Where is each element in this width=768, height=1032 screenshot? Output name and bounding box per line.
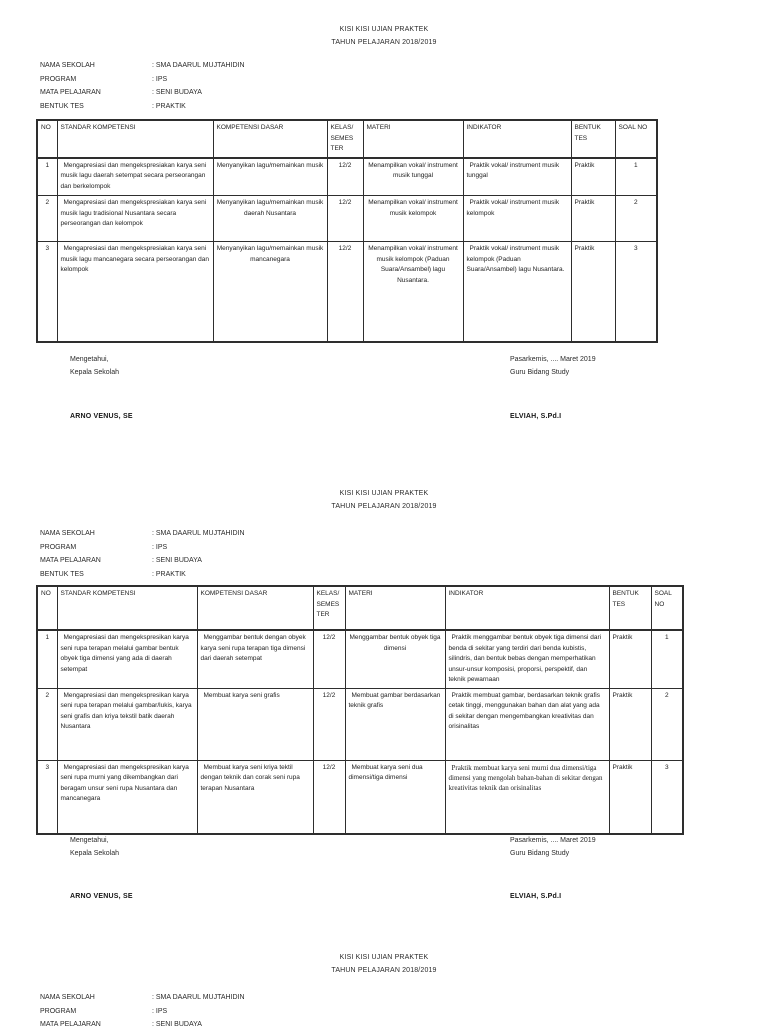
table-cell: 2 <box>37 196 57 242</box>
column-header-dasar: KOMPETENSI DASAR <box>213 120 327 158</box>
table-cell: 3 <box>651 760 683 834</box>
signatory-left-2 <box>70 834 119 860</box>
table-cell: Praktik <box>609 630 651 688</box>
column-header-dasar: KOMPETENSI DASAR <box>197 586 313 630</box>
sig-role: Kepala Sekolah <box>70 850 120 857</box>
meta-row <box>40 59 245 73</box>
table-cell: Menampilkan vokal/ instrument musik kelompok (Paduan Suara/Ansambel) lagu Nusantara. <box>363 242 463 342</box>
table-cell: Menampilkan vokal/ instrument musik tunggal <box>363 158 463 196</box>
table-cell: 12/2 <box>327 242 363 342</box>
column-header-kelas: KELAS/ SEMES TER <box>313 586 345 630</box>
column-header-no: NO <box>37 120 57 158</box>
meta-value: : PRAKTIK <box>152 102 186 110</box>
meta-label: PROGRAM <box>40 75 77 83</box>
meta-value: : IPS <box>152 543 168 551</box>
table-row <box>37 242 657 342</box>
column-header-bentuk: BENTUK TES <box>609 586 651 630</box>
table-cell: Mengapresiasi dan mengekspresikan karya seni rupa murni yang dikembangkan dari beragam unsur seni rupa Nusantara dan mancanegara <box>57 760 197 834</box>
table-cell: 12/2 <box>327 158 363 196</box>
sig-role: Guru Bidang Study <box>510 369 570 376</box>
table-cell: Praktik <box>571 242 615 342</box>
table-cell: Membuat karya seni kriya tektil dengan teknik dan corak seni rupa terapan Nusantara <box>197 760 313 834</box>
meta-value: : PRAKTIK <box>152 570 186 578</box>
table-cell: Praktik membuat karya seni murni dua dimensi/tiga dimensi yang mengolah bahan-bahan di sekitar dengan kreativitas teknik dan orisinalitas <box>445 760 609 834</box>
table-row <box>37 688 683 760</box>
table-cell: 12/2 <box>313 760 345 834</box>
meta-row <box>40 541 245 555</box>
column-header-indikator: INDIKATOR <box>445 586 609 630</box>
sig-acknowledge: Mengetahui, <box>70 356 109 363</box>
table-cell: Praktik <box>571 196 615 242</box>
column-header-materi: MATERI <box>345 586 445 630</box>
column-header-bentuk: BENTUK TES <box>571 120 615 158</box>
meta-row <box>40 1018 245 1032</box>
meta-value: : IPS <box>152 75 168 83</box>
table-row <box>37 760 683 834</box>
title-line-2: TAHUN PELAJARAN 2018/2019 <box>331 966 437 974</box>
meta-row <box>40 86 245 100</box>
table-cell: Praktik <box>571 158 615 196</box>
meta-row <box>40 991 245 1005</box>
table-row <box>37 196 657 242</box>
table-cell: Praktik <box>609 688 651 760</box>
sig-date-place: Pasarkemis, .... Maret 2019 <box>510 356 596 363</box>
title-line-1: KISI KISI UJIAN PRAKTEK <box>339 954 429 961</box>
meta-row <box>40 1005 245 1019</box>
sig-name-left-2: ARNO VENUS, SE <box>70 893 133 900</box>
sig-date-place: Pasarkemis, .... Maret 2019 <box>510 837 596 844</box>
title-line-2: TAHUN PELAJARAN 2018/2019 <box>331 502 437 510</box>
school-meta-block-3 <box>40 991 245 1032</box>
column-header-indikator: INDIKATOR <box>463 120 571 158</box>
table-cell: 3 <box>37 760 57 834</box>
sig-name-left-1: ARNO VENUS, SE <box>70 413 133 420</box>
meta-value: : SMA DAARUL MUJTAHIDIN <box>152 530 245 537</box>
sig-role: Kepala Sekolah <box>70 369 120 376</box>
column-header-standar: STANDAR KOMPETENSI <box>57 120 213 158</box>
table-cell: Mengapresiasi dan mengekspresiakan karya seni musik lagu tradisional Nusantara secara perseorangan dan kelompok <box>57 196 213 242</box>
meta-value: : SMA DAARUL MUJTAHIDIN <box>152 62 245 69</box>
exam-grid-table-1 <box>36 119 658 343</box>
signatory-right-1 <box>510 353 596 379</box>
table-cell: Menggambar bentuk obyek tiga dimensi <box>345 630 445 688</box>
meta-row <box>40 100 245 114</box>
table-cell: 2 <box>651 688 683 760</box>
school-meta-block-1 <box>40 59 245 113</box>
table-cell: Menggambar bentuk dengan obyek karya seni rupa terapan tiga dimensi dari daerah setempat <box>197 630 313 688</box>
table-cell: Praktik vokal/ instrument musik kelompok (Paduan Suara/Ansambel) lagu Nusantara. <box>463 242 571 342</box>
table-row <box>37 630 683 688</box>
meta-value: : SENI BUDAYA <box>152 1021 202 1028</box>
page-title <box>0 488 768 513</box>
column-header-kelas: KELAS/ SEMES TER <box>327 120 363 158</box>
page-title <box>0 952 768 977</box>
table-row <box>37 158 657 196</box>
meta-label: MATA PELAJARAN <box>40 557 101 564</box>
sig-role: Guru Bidang Study <box>510 850 570 857</box>
table-cell: Praktik menggambar bentuk obyek tiga dimensi dari benda di sekitar yang terdiri dari benda kubistis, silindris, dan bentuk bebas dengan memperhatikan unsur-unsur komposisi, proporsi, perspektif, dan teknik pewarnaan <box>445 630 609 688</box>
table-cell: Mengapresiasi dan mengekspresikan karya seni rupa terapan melalui gambar bentuk obyek tiga dimensi yang ada di daerah setempat <box>57 630 197 688</box>
table-cell: Membuat gambar berdasarkan teknik grafis <box>345 688 445 760</box>
table-cell: 12/2 <box>327 196 363 242</box>
table-cell: 2 <box>37 688 57 760</box>
header-row <box>37 120 657 158</box>
table-cell: Membuat karya seni dua dimensi/tiga dimensi <box>345 760 445 834</box>
meta-value: : SMA DAARUL MUJTAHIDIN <box>152 994 245 1001</box>
table-cell: 12/2 <box>313 630 345 688</box>
table-cell: 1 <box>37 158 57 196</box>
table-cell: Menyanyikan lagu/memainkan musik <box>213 158 327 196</box>
meta-row <box>40 568 245 582</box>
school-meta-block-2 <box>40 527 245 581</box>
meta-value: : SENI BUDAYA <box>152 557 202 564</box>
meta-row <box>40 73 245 87</box>
column-header-no: NO <box>37 586 57 630</box>
sig-name-right-2: ELVIAH, S.Pd.I <box>510 893 562 900</box>
title-line-1: KISI KISI UJIAN PRAKTEK <box>339 490 429 497</box>
meta-label: PROGRAM <box>40 1007 77 1015</box>
meta-row <box>40 527 245 541</box>
table-cell: Menyanyikan lagu/memainkan musik daerah Nusantara <box>213 196 327 242</box>
meta-label: BENTUK TES <box>40 102 84 110</box>
header-row <box>37 586 683 630</box>
table-cell: 1 <box>651 630 683 688</box>
sig-name-right-1: ELVIAH, S.Pd.I <box>510 413 562 420</box>
signatory-right-2 <box>510 834 596 860</box>
meta-row <box>40 554 245 568</box>
table-cell: 3 <box>615 242 657 342</box>
meta-label: BENTUK TES <box>40 570 84 578</box>
column-header-soal: SOAL NO <box>651 586 683 630</box>
exam-grid-table-2 <box>36 585 684 835</box>
column-header-standar: STANDAR KOMPETENSI <box>57 586 197 630</box>
table-cell: Menampilkan vokal/ instrument musik kelompok <box>363 196 463 242</box>
table-cell: 2 <box>615 196 657 242</box>
title-line-2: TAHUN PELAJARAN 2018/2019 <box>331 38 437 46</box>
meta-label: PROGRAM <box>40 543 77 551</box>
sig-acknowledge: Mengetahui, <box>70 837 109 844</box>
table-cell: Menyanyikan lagu/memainkan musik mancanegara <box>213 242 327 342</box>
table-cell: Praktik vokal/ instrument musik kelompok <box>463 196 571 242</box>
table-cell: Mengapresiasi dan mengekspresiakan karya seni musik lagu daerah setempat secara perseorangan dan berkelompok <box>57 158 213 196</box>
table-cell: Mengapresiasi dan mengekspresikan karya seni rupa terapan melalui gambar/lukis, karya seni grafis dan kriya tekstil batik daerah Nusantara <box>57 688 197 760</box>
table-cell: 1 <box>615 158 657 196</box>
column-header-materi: MATERI <box>363 120 463 158</box>
table-cell: Praktik membuat gambar, berdasarkan teknik grafis cetak tinggi, menggunakan bahan dan alat yang ada di sekitar dengan mengembangkan kreativitas dan orisinalitas <box>445 688 609 760</box>
table-cell: Praktik vokal/ instrument musik tunggal <box>463 158 571 196</box>
title-line-1: KISI KISI UJIAN PRAKTEK <box>339 26 429 33</box>
meta-label: NAMA SEKOLAH <box>40 62 95 69</box>
table-cell: Praktik <box>609 760 651 834</box>
meta-value: : SENI BUDAYA <box>152 89 202 96</box>
meta-label: NAMA SEKOLAH <box>40 530 95 537</box>
table-cell: Membuat karya seni grafis <box>197 688 313 760</box>
column-header-soal: SOAL NO <box>615 120 657 158</box>
meta-label: NAMA SEKOLAH <box>40 994 95 1001</box>
signatory-left-1 <box>70 353 119 379</box>
meta-value: : IPS <box>152 1007 168 1015</box>
meta-label: MATA PELAJARAN <box>40 89 101 96</box>
table-cell: Mengapresiasi dan mengekspresiakan karya seni musik lagu mancanegara secara perseorangan dan kelompok <box>57 242 213 342</box>
page-title <box>0 24 768 49</box>
table-cell: 1 <box>37 630 57 688</box>
table-cell: 12/2 <box>313 688 345 760</box>
meta-label: MATA PELAJARAN <box>40 1021 101 1028</box>
table-cell: 3 <box>37 242 57 342</box>
